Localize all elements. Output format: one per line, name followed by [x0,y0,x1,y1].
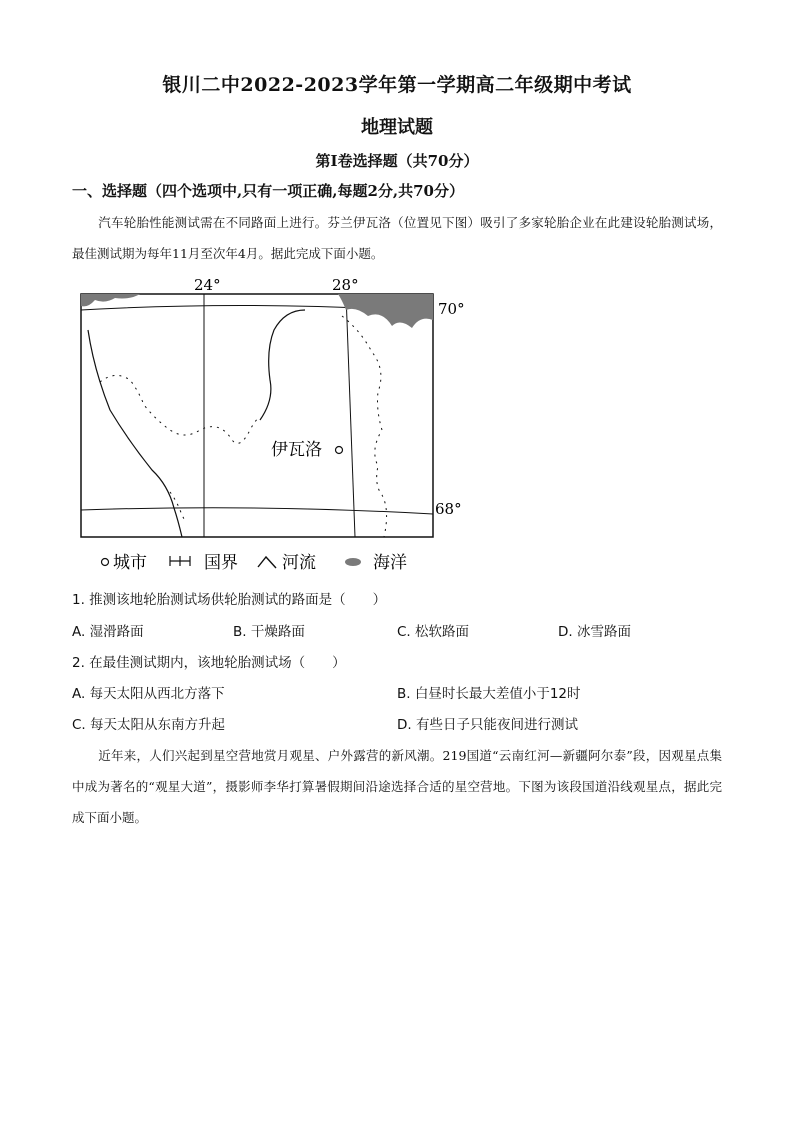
border-west-ticks [170,492,186,522]
sea-area-ne [338,294,433,328]
legend-river-label: 河流 [282,553,316,573]
legend-border-icon [170,556,190,566]
legend-sea-icon [345,558,361,566]
border-finland-russia [342,316,387,537]
sea-area-nw [81,294,140,306]
lon-label-28: 28° [332,276,359,294]
parallel-68 [81,508,433,514]
lat-label-68: 68° [435,500,462,518]
ivalo-location-map [60,270,465,580]
legend-city-label: 城市 [113,553,147,573]
volume-heading: 第Ⅰ卷选择题（共70分） [315,152,479,170]
question-2-option-c[interactable]: C. 每天太阳从东南方升起 [72,717,226,733]
question-1-option-b[interactable]: B. 干燥路面 [233,624,305,640]
river-north [260,310,305,420]
legend-city-icon [102,559,109,566]
question-1-option-a[interactable]: A. 湿滑路面 [72,624,144,640]
lat-label-70: 70° [438,300,465,318]
exam-subject: 地理试题 [361,117,433,138]
border-finland-norway [100,375,260,443]
legend-river-icon [258,557,276,568]
question-1-stem: 1. 推测该地轮胎测试场供轮胎测试的路面是（ ） [72,592,387,608]
stargazing-text: 近年来，人们兴起到星空营地赏月观星、户外露营的新风潮。219国道“云南红河—新疆阿尔泰”段，因观星点集中成为著名的“观星大道”，摄影师李华打算暑假期间沿途选择合适的星空营地。下图为该段国道沿线观星点，据此完成下面小题。 [72,748,722,825]
legend-sea-label: 海洋 [373,553,407,573]
question-1-option-d[interactable]: D. 冰雪路面 [558,624,631,640]
map-frame [81,294,433,537]
intro-paragraph [72,207,722,269]
question-2-option-a[interactable]: A. 每天太阳从西北方落下 [72,686,225,702]
stargazing-paragraph [72,740,722,833]
exam-title: 银川二中2022-2023学年第一学期高二年级期中考试 [162,74,632,96]
question-1-option-c[interactable]: C. 松软路面 [397,624,470,640]
question-2-option-b[interactable]: B. 白昼时长最大差值小于12时 [397,686,581,702]
question-2-option-d[interactable]: D. 有些日子只能夜间进行测试 [397,717,578,733]
river-west [88,330,182,537]
legend-border-label: 国界 [204,553,238,573]
question-2-stem: 2. 在最佳测试期内，该地轮胎测试场（ ） [72,655,346,671]
city-name-ivalo: 伊瓦洛 [271,440,322,460]
meridian-28 [346,294,355,537]
lon-label-24: 24° [194,276,221,294]
city-marker-ivalo [336,447,343,454]
intro-text: 汽车轮胎性能测试需在不同路面上进行。芬兰伊瓦洛（位置见下图）吸引了多家轮胎企业在此建设轮胎测试场，最佳测试期为每年11月至次年4月。据此完成下面小题。 [72,215,722,261]
section-heading: 一、选择题（四个选项中,只有一项正确,每题2分,共70分） [72,182,464,200]
